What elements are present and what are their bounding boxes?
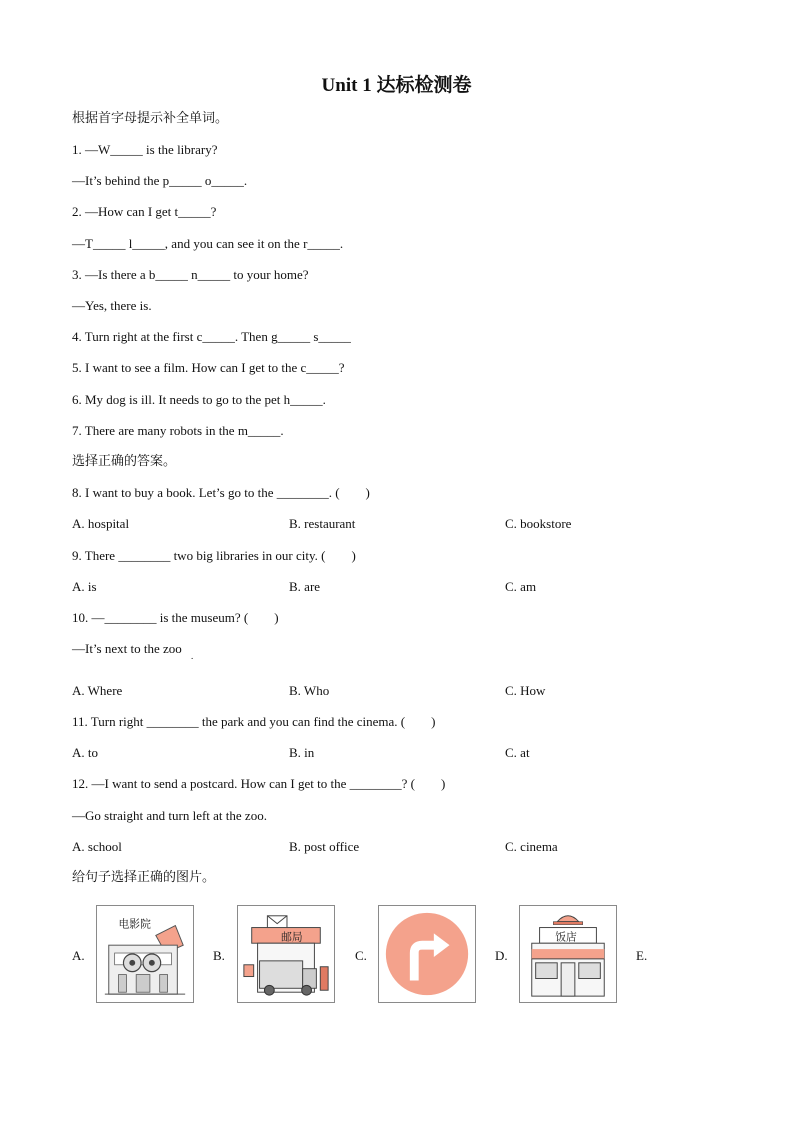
- restaurant-picture: [519, 905, 617, 1003]
- question-line: —T_____ l_____, and you can see it on the r_____.: [72, 236, 344, 251]
- question-11: 11. Turn right ________ the park and you can find the cinema. ( ): [72, 714, 436, 729]
- question-12-answer-line: —Go straight and turn left at the zoo.: [72, 808, 267, 823]
- picture-label-c: C.: [355, 948, 367, 963]
- question-10: 10. —________ is the museum? ( ): [72, 610, 279, 625]
- question-line: —It’s behind the p_____ o_____.: [72, 173, 248, 188]
- picture-label-a: A.: [72, 948, 85, 963]
- option-b: B. post office: [289, 839, 360, 854]
- option-b: B. restaurant: [289, 516, 356, 531]
- option-a: A. to: [72, 745, 98, 760]
- cinema-sign-text: 电影院: [118, 917, 151, 931]
- option-a: A. hospital: [72, 516, 130, 531]
- question-line: 1. —W_____ is the library?: [72, 142, 218, 157]
- option-c: C. bookstore: [505, 516, 572, 531]
- post-office-sign-text: 邮局: [281, 930, 303, 944]
- question-line: 5. I want to see a film. How can I get to the c_____?: [72, 360, 345, 375]
- option-b: B. are: [289, 579, 321, 594]
- cinema-picture: [96, 905, 194, 1003]
- turn-right-sign-picture: [378, 905, 476, 1003]
- restaurant-sign-text: 饭店: [555, 930, 577, 944]
- question-12: 12. —I want to send a postcard. How can I get to the ________? ( ): [72, 776, 446, 791]
- section-heading-choose-answer: 选择正确的答案。: [72, 454, 177, 469]
- picture-label-d: D.: [495, 948, 508, 963]
- question-line: 6. My dog is ill. It needs to go to the pet h_____.: [72, 392, 326, 407]
- option-a: A. school: [72, 839, 122, 854]
- section-heading-fill-words: 根据首字母提示补全单词。: [72, 111, 229, 126]
- question-9: 9. There ________ two big libraries in our city. ( ): [72, 548, 356, 563]
- cinema-illustration: [97, 906, 193, 1002]
- question-line: 2. —How can I get t_____?: [72, 204, 217, 219]
- option-c: C. cinema: [505, 839, 558, 854]
- turn-right-sign: [379, 906, 475, 1002]
- question-line: —Yes, there is.: [72, 298, 152, 313]
- option-a: A. is: [72, 579, 97, 594]
- stray-dot: .: [191, 651, 194, 661]
- restaurant-illustration: [520, 906, 616, 1002]
- post-office-picture: [237, 905, 335, 1003]
- option-b: B. Who: [289, 683, 330, 698]
- picture-label-e: E.: [636, 948, 648, 963]
- option-a: A. Where: [72, 683, 123, 698]
- page-title: Unit 1 达标检测卷: [321, 75, 472, 96]
- section-heading-choose-picture: 给句子选择正确的图片。: [72, 870, 216, 885]
- option-c: C. am: [505, 579, 537, 594]
- question-line: 4. Turn right at the first c_____. Then g_____ s_____: [72, 329, 351, 344]
- question-line: 3. —Is there a b_____ n_____ to your home?: [72, 267, 309, 282]
- option-b: B. in: [289, 745, 315, 760]
- question-line: 7. There are many robots in the m_____.: [72, 423, 284, 438]
- option-c: C. How: [505, 683, 546, 698]
- picture-label-b: B.: [213, 948, 225, 963]
- question-8: 8. I want to buy a book. Let’s go to the ________. ( ): [72, 485, 370, 500]
- option-c: C. at: [505, 745, 530, 760]
- question-10-answer-line: —It’s next to the zoo: [72, 641, 182, 656]
- post-office-illustration: [238, 906, 334, 1002]
